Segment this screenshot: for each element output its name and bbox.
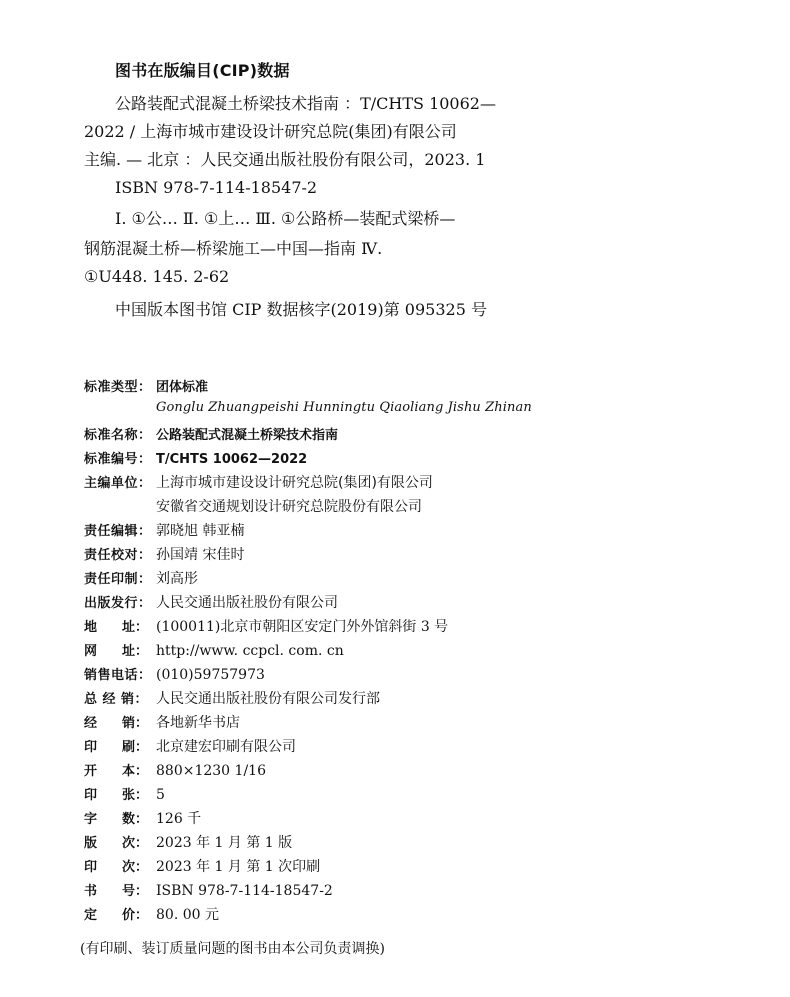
publication-details — [84, 376, 734, 928]
printer-label-part-1: 印 — [84, 740, 98, 755]
cip-verification-number: 中国版本图书馆 CIP 数据核字(2019)第 095325 号 — [115, 300, 487, 319]
printer-value: 北京建宏印刷有限公司 — [156, 739, 296, 755]
standard-name-label: 标准名称： — [84, 428, 152, 443]
responsible-printing-row — [84, 568, 734, 592]
cip-title: 图书在版编目(CIP)数据 — [115, 61, 290, 80]
distributor-value: 人民交通出版社股份有限公司发行部 — [156, 691, 380, 707]
edition-label — [84, 832, 156, 851]
distributor-row — [84, 688, 734, 712]
format-label-part-1: 开 — [84, 764, 98, 779]
retailer-row — [84, 712, 734, 736]
cip-classification-line-2: 钢筋混凝土桥—桥梁施工—中国—指南 Ⅳ. — [84, 239, 383, 258]
address-value: (100011)北京市朝阳区安定门外外馆斜街 3 号 — [156, 619, 449, 635]
pinyin-title: Gonglu Zhuangpeishi Hunningtu Qiaoliang Jishu Zhinan — [156, 400, 532, 415]
address-label-part-1: 地 — [84, 620, 98, 635]
impression-label — [84, 856, 156, 875]
word-count-value: 126 千 — [156, 811, 202, 827]
impression-value: 2023 年 1 月 第 1 次印刷 — [156, 859, 321, 875]
website-label-part-1: 网 — [84, 644, 98, 659]
isbn-row — [84, 880, 734, 904]
website-value: http://www. ccpcl. com. cn — [156, 643, 344, 659]
format-row — [84, 760, 734, 784]
responsible-proofreading-value: 孙国靖 宋佳时 — [156, 547, 245, 563]
standard-type-row — [84, 376, 734, 400]
isbn-label — [84, 880, 156, 899]
chief-editor-unit-label: 主编单位： — [84, 476, 152, 491]
word-count-row — [84, 808, 734, 832]
price-label-part-1: 定 — [84, 908, 98, 923]
sheets-row — [84, 784, 734, 808]
edition-row — [84, 832, 734, 856]
standard-name-row — [84, 424, 734, 448]
quality-note: (有印刷、装订质量问题的图书由本公司负责调换) — [80, 941, 385, 957]
chief-editor-unit-value-2: 安徽省交通规划设计研究总院股份有限公司 — [156, 499, 422, 515]
word-count-label-part-1: 字 — [84, 812, 98, 827]
word-count-label — [84, 808, 156, 827]
address-label — [84, 616, 156, 635]
retailer-label-part-2: 销： — [122, 716, 149, 731]
sales-phone-value: (010)59757973 — [156, 667, 265, 683]
isbn-label-part-1: 书 — [84, 884, 98, 899]
responsible-proofreading-label: 责任校对： — [84, 548, 152, 563]
cip-classification-line-1: Ⅰ. ①公… Ⅱ. ①上… Ⅲ. ①公路桥—装配式梁桥— — [115, 209, 456, 228]
cip-isbn-line: ISBN 978-7-114-18547-2 — [115, 178, 318, 197]
chief-editor-unit-row-2 — [84, 496, 734, 520]
impression-label-part-1: 印 — [84, 860, 98, 875]
word-count-label-part-2: 数： — [122, 812, 149, 827]
sales-phone-label: 销售电话： — [84, 668, 152, 683]
isbn-value: ISBN 978-7-114-18547-2 — [156, 883, 333, 899]
chief-editor-unit-value-1: 上海市城市建设设计研究总院(集团)有限公司 — [156, 475, 433, 491]
responsible-editor-label: 责任编辑： — [84, 524, 152, 539]
impression-label-part-2: 次： — [122, 860, 149, 875]
cip-classification-line-3: ①U448. 145. 2-62 — [84, 267, 230, 286]
retailer-label — [84, 712, 156, 731]
website-label-part-2: 址： — [122, 644, 149, 659]
format-label-part-2: 本： — [122, 764, 149, 779]
isbn-label-part-2: 号： — [122, 884, 149, 899]
printer-label — [84, 736, 156, 755]
publisher-label: 出版发行： — [84, 596, 152, 611]
standard-type-value: 团体标准 — [156, 380, 209, 395]
chief-editor-unit-row — [84, 472, 734, 496]
standard-number-row — [84, 448, 734, 472]
responsible-editor-value: 郭晓旭 韩亚楠 — [156, 523, 245, 539]
edition-label-part-2: 次： — [122, 836, 149, 851]
price-label — [84, 904, 156, 923]
printer-label-part-2: 刷： — [122, 740, 149, 755]
retailer-label-part-1: 经 — [84, 716, 98, 731]
sales-phone-row — [84, 664, 734, 688]
standard-number-value: T/CHTS 10062—2022 — [156, 452, 308, 467]
address-row — [84, 616, 734, 640]
edition-label-part-1: 版 — [84, 836, 98, 851]
price-row — [84, 904, 734, 928]
standard-type-label: 标准类型： — [84, 380, 152, 395]
sheets-label-part-2: 张： — [122, 788, 149, 803]
standard-number-label: 标准编号： — [84, 452, 152, 467]
format-value: 880×1230 1/16 — [156, 763, 266, 779]
standard-name-value: 公路装配式混凝土桥梁技术指南 — [156, 428, 339, 443]
responsible-printing-label: 责任印制： — [84, 572, 152, 587]
publisher-value: 人民交通出版社股份有限公司 — [156, 595, 338, 611]
impression-row — [84, 856, 734, 880]
website-label — [84, 640, 156, 659]
cip-record-line-2: 2022 / 上海市城市建设设计研究总院(集团)有限公司 — [84, 122, 457, 141]
address-label-part-2: 址： — [122, 620, 149, 635]
sheets-label — [84, 784, 156, 803]
edition-value: 2023 年 1 月 第 1 版 — [156, 835, 293, 851]
format-label — [84, 760, 156, 779]
retailer-value: 各地新华书店 — [156, 715, 240, 731]
price-label-part-2: 价： — [122, 908, 149, 923]
responsible-proofreading-row — [84, 544, 734, 568]
responsible-printing-value: 刘高彤 — [156, 571, 198, 587]
publisher-row — [84, 592, 734, 616]
sheets-label-part-1: 印 — [84, 788, 98, 803]
website-row — [84, 640, 734, 664]
cip-record-line-1: 公路装配式混凝土桥梁技术指南 ：T/CHTS 10062— — [115, 94, 496, 113]
price-value: 80. 00 元 — [156, 907, 219, 923]
responsible-editor-row — [84, 520, 734, 544]
distributor-label: 总 经 销： — [84, 692, 149, 707]
sheets-value: 5 — [156, 787, 165, 803]
printer-row — [84, 736, 734, 760]
cip-record-line-3: 主编. — 北京 ：人民交通出版社股份有限公司，2023. 1 — [84, 150, 486, 169]
